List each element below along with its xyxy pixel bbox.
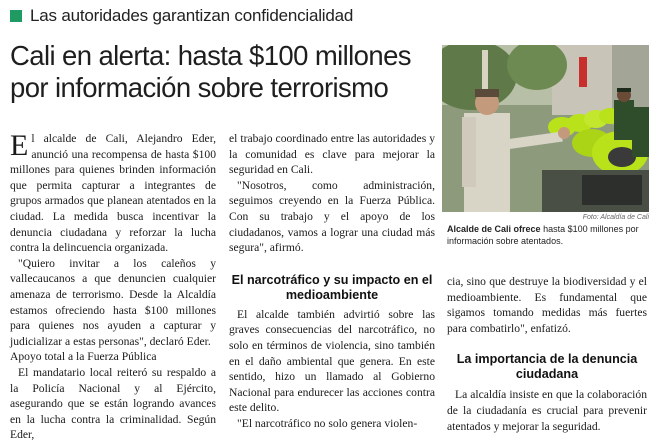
subhead-denuncia: La importancia de la denuncia ciudadana xyxy=(456,352,638,382)
article-column-2 xyxy=(229,131,435,432)
paragraph: "Quiero invitar a los caleños y vallecaucanos a que denuncien cualquier amenaza de terrorismo. Desde la Alcaldía estamos ofreciendo hasta $100 millones para quienes nos ayuden a capturar y judicializar a estas personas", declaró Eder. xyxy=(10,256,216,348)
news-photo xyxy=(442,45,649,212)
paragraph xyxy=(10,131,216,256)
caption-rest: hasta $100 millones por información sobre atentados. xyxy=(447,224,639,246)
dropcap: E xyxy=(10,129,29,162)
kicker-square-icon xyxy=(10,10,22,22)
subhead-narcotrafico: El narcotráfico y su impacto en el medioambiente xyxy=(231,272,433,302)
caption-bold: Alcalde de Cali ofrece xyxy=(447,224,541,234)
kicker-text: Las autoridades garantizan confidencialidad xyxy=(30,6,354,25)
section-title: Apoyo total a la Fuerza Pública xyxy=(10,350,157,364)
paragraph: cia, sino que destruye la biodiversidad y el medioambiente. Es fundamental que sigamos tomando medidas más fuertes para combatirlo", enfatizó. xyxy=(447,275,647,335)
paragraph: La alcaldía insiste en que la colaboración de la ciudadanía es crucial para prevenir atentados y mejorar la seguridad. xyxy=(447,388,647,433)
headline-line-1: Cali en alerta: hasta $100 millones xyxy=(10,40,411,71)
photo-caption xyxy=(447,224,649,247)
paragraph: El mandatario local reiteró su respaldo a la Policía Nacional y al Ejército, asegurando que se están logrando avances en la lucha contra la criminalidad. Según Eder, xyxy=(10,365,216,441)
article-column-1 xyxy=(10,131,216,441)
photo-credit: Foto: Alcaldía de Cali xyxy=(582,214,649,221)
headline-line-2: por información sobre terrorismo xyxy=(10,72,389,103)
paragraph: el trabajo coordinado entre las autoridades y la comunidad es clave para mejorar la seguridad en Cali. xyxy=(229,132,435,177)
headline xyxy=(10,40,430,104)
paragraph: "Nosotros, como administración, seguimos creyendo en la Fuerza Pública. Con su trabajo y el apoyo de los ciudadanos, vamos a lograr una ciudad más segura", afirmó. xyxy=(229,178,435,255)
paragraph-text: l alcalde de Cali, Alejandro Eder, anunció una recompensa de hasta $100 millones para quienes brinden información que permita capturar a integrantes de grupos armados que planean atentados en la ciudad. La medida busca incentivar la denuncia ciudadana y reforzar la lucha contra la delincuencia organizada. xyxy=(10,132,216,255)
article-column-3 xyxy=(447,274,647,434)
paragraph: "El narcotráfico no solo genera violen- xyxy=(237,416,418,430)
photo-illustration xyxy=(442,45,649,212)
kicker xyxy=(10,3,353,29)
paragraph: El alcalde también advirtió sobre las graves consecuencias del narcotráfico, no solo en términos de violencia, sino también en el daño ambiental que genera. En este sentido, hizo un llamado al Gobierno Nacional para endurecer las acciones contra este delito. xyxy=(229,307,435,415)
